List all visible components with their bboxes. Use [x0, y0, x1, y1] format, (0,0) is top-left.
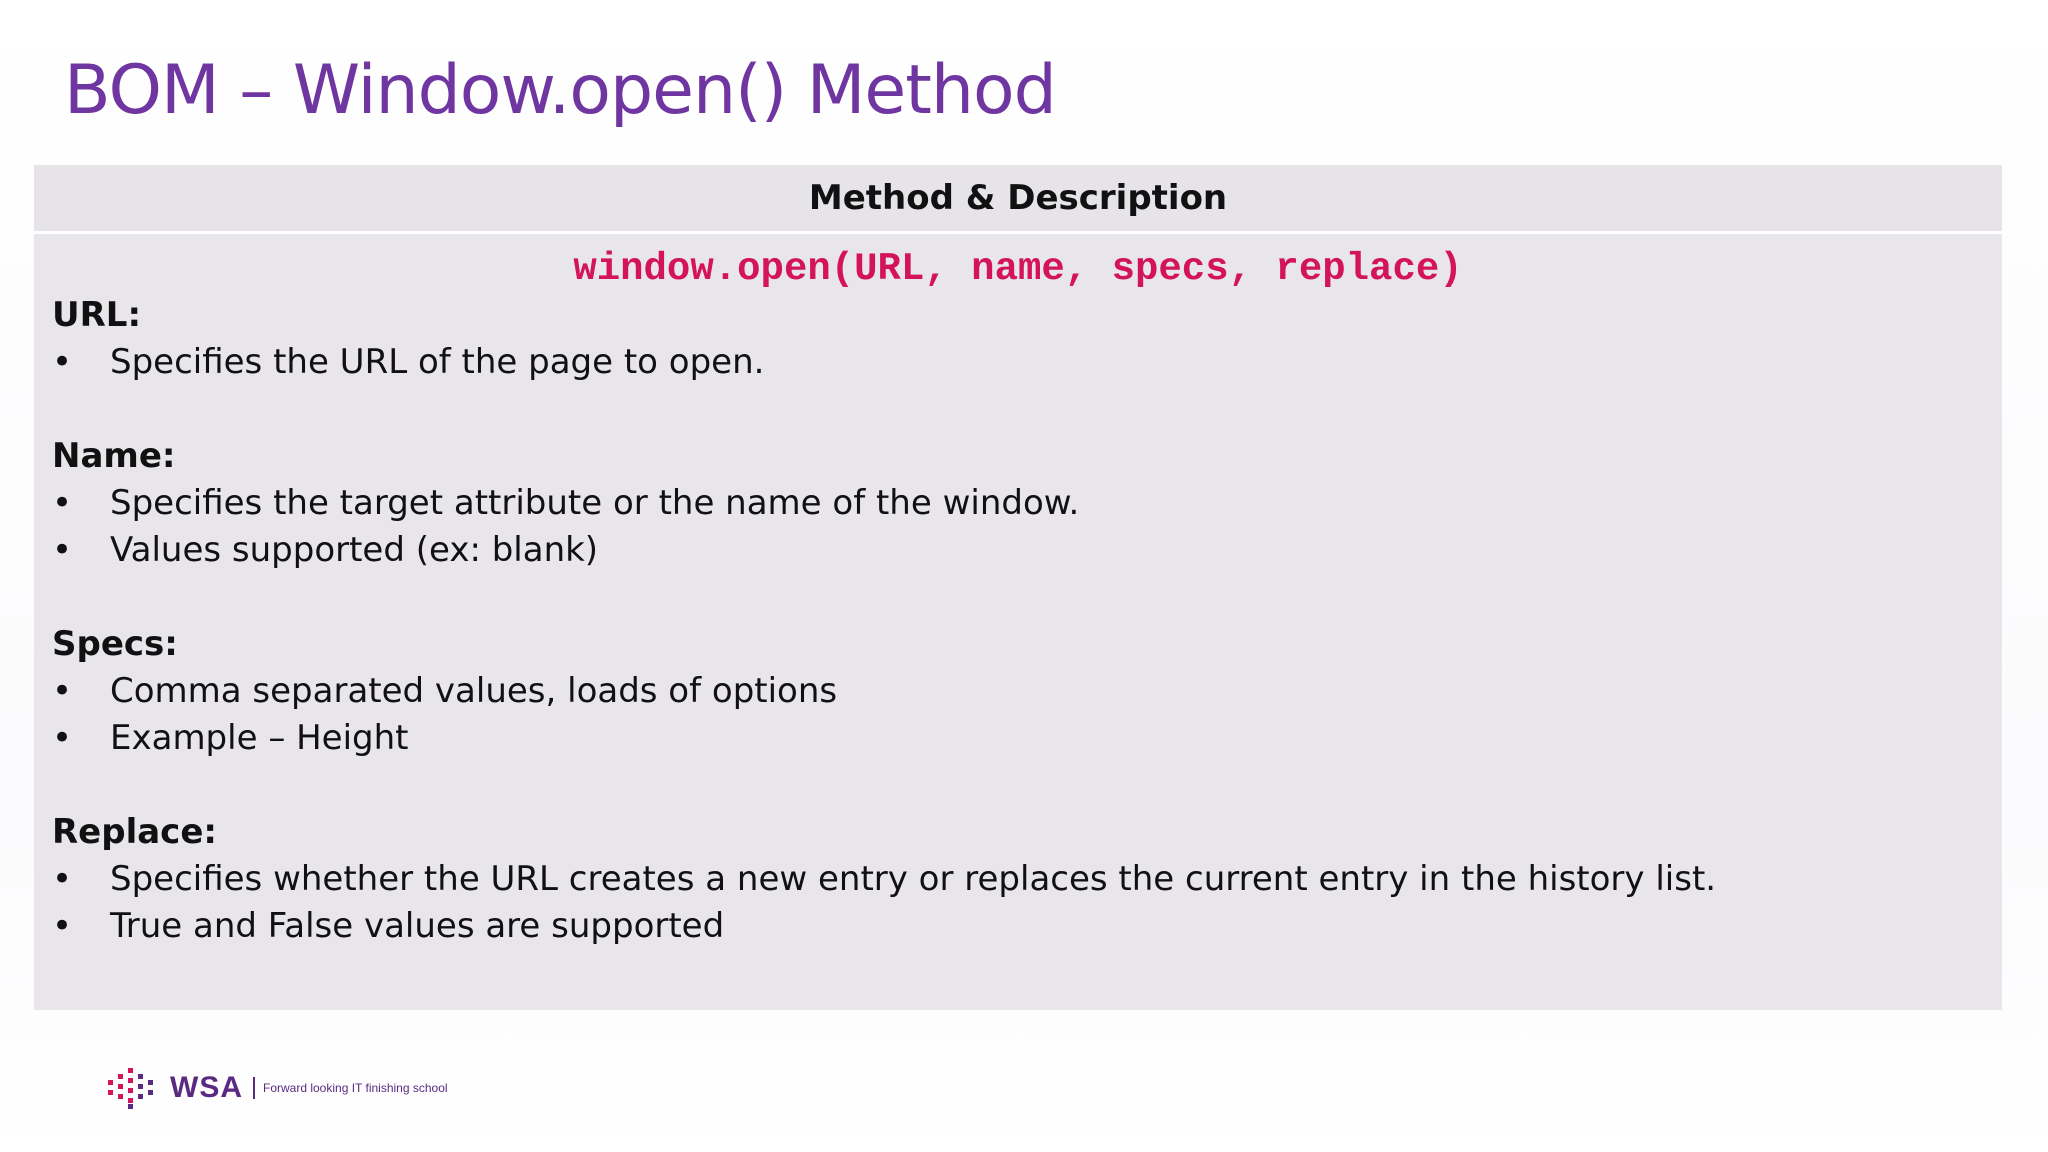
bullet-icon: • — [52, 483, 73, 523]
section-replace — [52, 809, 1984, 950]
bullet-icon: • — [52, 718, 73, 758]
list-item — [52, 668, 1984, 715]
list-item — [52, 715, 1984, 762]
bullet-text: Specifies whether the URL creates a new entry or replaces the current entry in the history list. — [110, 859, 1717, 899]
bullet-icon: • — [52, 859, 73, 899]
section-url — [52, 292, 1984, 386]
bullet-icon: • — [52, 342, 73, 382]
bullet-text: Specifies the target attribute or the name of the window. — [110, 483, 1080, 523]
bullet-text: Specifies the URL of the page to open. — [110, 342, 765, 382]
logo-tagline: Forward looking IT finishing school — [263, 1081, 448, 1095]
section-name — [52, 433, 1984, 574]
list-item — [52, 856, 1984, 903]
bullet-text: True and False values are supported — [110, 906, 725, 946]
slide-title: BOM – Window.open() Method — [64, 51, 1056, 130]
list-item — [52, 480, 1984, 527]
section-heading: URL: — [52, 295, 142, 335]
bullet-text: Comma separated values, loads of options — [110, 671, 838, 711]
bullet-icon: • — [52, 906, 73, 946]
bullet-icon: • — [52, 530, 73, 570]
method-signature: window.open(URL, name, specs, replace) — [573, 247, 1463, 291]
list-item — [52, 339, 1984, 386]
logo-divider — [253, 1077, 255, 1099]
logo-text: WSA — [170, 1071, 243, 1104]
list-item — [52, 527, 1984, 574]
method-table — [34, 165, 2002, 1010]
table-header: Method & Description — [34, 165, 2002, 234]
logo-dots-icon — [106, 1066, 162, 1110]
parameter-sections — [34, 292, 2002, 950]
bullet-icon: • — [52, 671, 73, 711]
section-heading: Replace: — [52, 812, 217, 852]
wsa-logo — [106, 1066, 448, 1110]
section-specs — [52, 621, 1984, 762]
bullet-text: Example – Height — [110, 718, 409, 758]
bullet-text: Values supported (ex: blank) — [110, 530, 599, 570]
list-item — [52, 903, 1984, 950]
section-heading: Specs: — [52, 624, 178, 664]
section-heading: Name: — [52, 436, 176, 476]
